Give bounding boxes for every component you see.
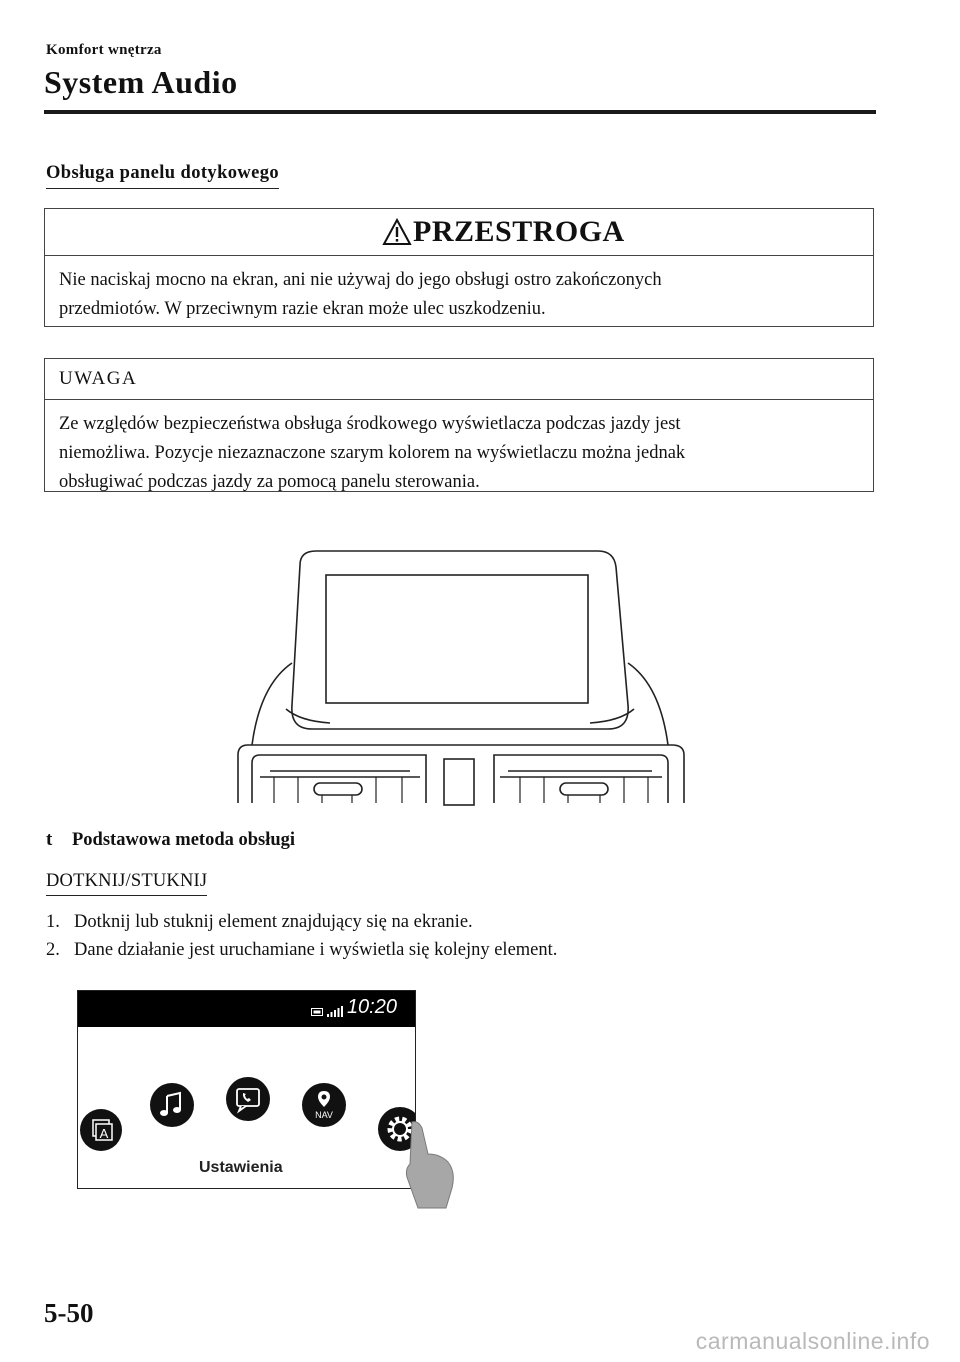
step-item [46,908,557,936]
caution-text [45,256,873,330]
basic-operation-title: Podstawowa metoda obsługi [72,830,296,850]
note-header [45,359,873,400]
phone-icon[interactable] [226,1077,270,1121]
watermark: carmanualsonline.info [695,1328,930,1354]
signal-battery-icon [311,1006,345,1018]
step-item [46,936,557,964]
caution-label: PRZESTROGA [413,215,625,248]
step-text: Dane działanie jest uruchamiane i wyświetla się kolejny element. [74,940,558,960]
note-text [45,400,873,503]
caution-line: Nie naciskaj mocno na ekran, ani nie używaj do jego obsługi ostro zakończonych [59,270,662,290]
caution-box [44,208,874,327]
center-display-illustration [230,545,690,807]
note-box [44,358,874,492]
step-text: Dotknij lub stuknij element znajdujący się na ekranie. [74,912,473,932]
home-screen-illustration [77,990,416,1189]
section-heading: Obsługa panelu dotykowego [46,163,279,189]
screen-caption: Ustawienia [199,1159,283,1176]
bullet-marker: t [46,829,53,850]
caution-header [45,209,873,256]
navigation-icon[interactable] [302,1083,346,1127]
caution-line: przedmiotów. W przeciwnym razie ekran może ulec uszkodzeniu. [59,299,546,319]
step-number: 1. [46,912,60,932]
chapter-label: Komfort wnętrza [46,42,162,58]
clock-time: 10:20 [346,996,397,1018]
warning-triangle-icon [382,218,412,246]
note-line: niemożliwa. Pozycje niezaznaczone szarym kolorem na wyświetlaczu można jednak [59,443,686,463]
note-line: obsługiwać podczas jazdy za pomocą panelu sterowania. [59,472,480,492]
title-divider [44,110,876,114]
touch-tap-heading: DOTKNIJ/STUKNIJ [46,871,207,896]
status-bar [78,991,415,1027]
applications-icon[interactable] [80,1109,122,1151]
steps-list [46,908,557,964]
note-line: Ze względów bezpieczeństwa obsługa środkowego wyświetlacza podczas jazdy jest [59,414,681,434]
basic-operation-heading [46,829,295,851]
step-number: 2. [46,940,60,960]
finger-touch-icon [400,1118,460,1210]
page-title: System Audio [44,64,238,100]
note-label: UWAGA [59,368,138,389]
page-number: 5-50 [44,1298,94,1328]
app-badge: A [99,1126,109,1141]
music-icon[interactable] [150,1083,194,1127]
nav-badge: NAV [315,1110,333,1120]
